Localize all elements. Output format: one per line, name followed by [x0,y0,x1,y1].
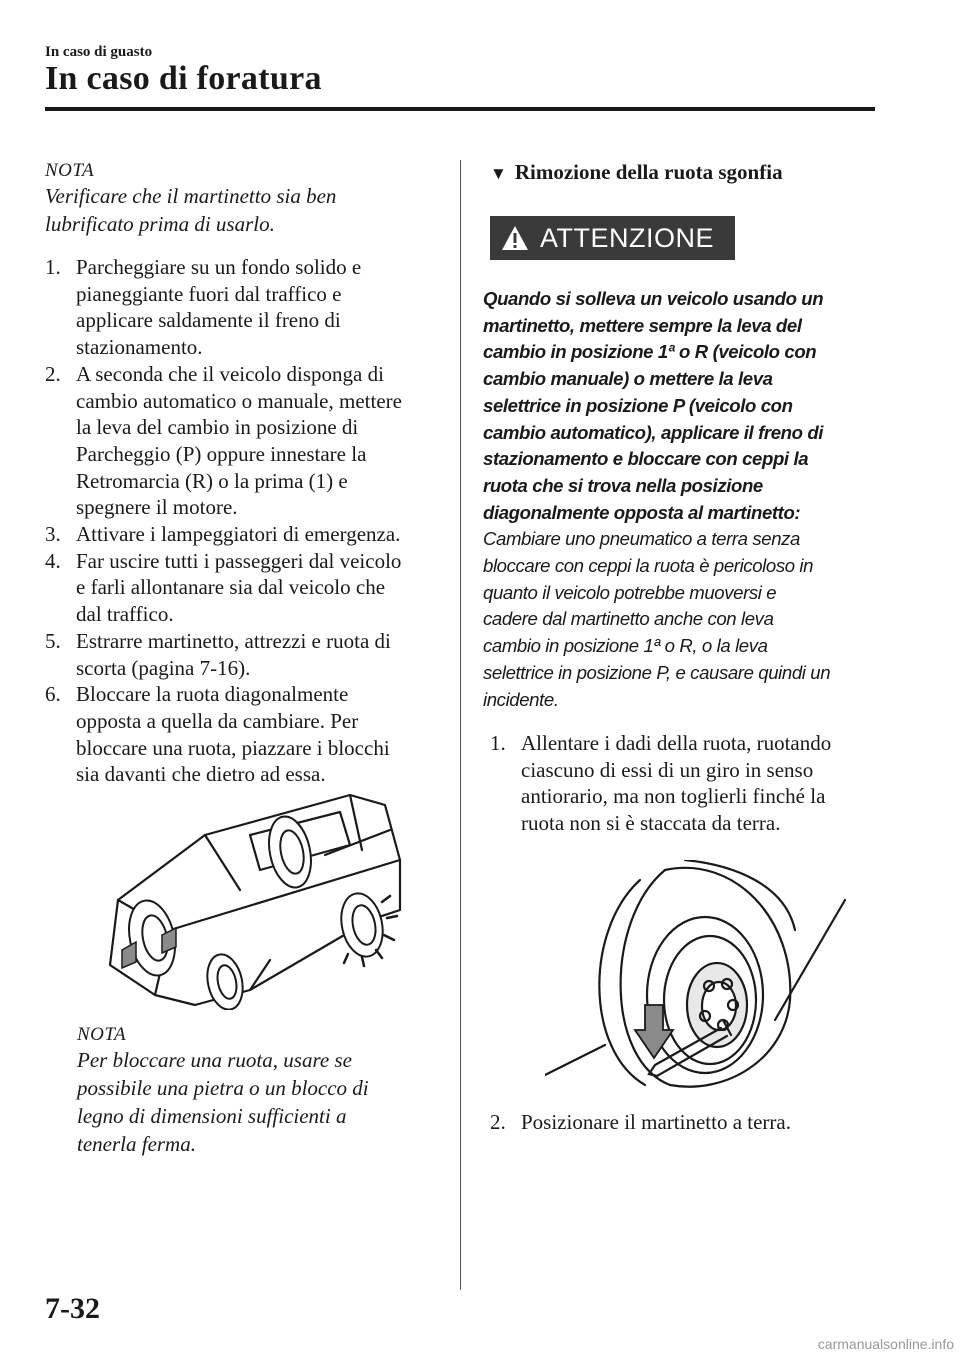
step-item [45,361,460,521]
step-line: antiorario, ma non toglierli finché la [521,784,826,809]
warning-bold-line: ruota che si trova nella posizione [483,474,763,496]
text-line: possibile una pietra o un blocco di [77,1076,369,1100]
step-number: 1. [490,731,506,755]
text-line: Verificare che il martinetto sia ben [45,184,337,208]
warning-line: bloccare con ceppi la ruota è pericoloso in [483,555,814,577]
warning-bold-line: Quando si solleva un veicolo usando un [483,288,824,309]
step-line: la leva del cambio in posizione di [76,415,359,440]
step-item [45,548,460,628]
warning-triangle-icon [500,224,530,252]
step-item [45,254,460,361]
step-line: Bloccare la ruota diagonalmente [76,682,349,707]
text-line: Per bloccare una ruota, usare se [77,1048,352,1072]
step-line: Parcheggio (P) oppure innestare la [76,441,367,466]
warning-bold-line: stazionamento e bloccare con ceppi la [483,448,809,470]
step-line: A seconda che il veicolo disponga di [76,361,384,386]
warning-line: Cambiare uno pneumatico a terra senza [483,528,800,550]
warning-line: quanto il veicolo potrebbe muoversi e [483,581,777,603]
step-line: Retromarcia (R) o la prima (1) e [76,468,348,493]
text-line: legno di dimensioni sufficienti a [77,1104,347,1128]
warning-line: selettrice in posizione P, e causare quindi un [483,661,831,683]
subsection-heading [490,160,783,185]
section-label: In caso di guasto [45,44,153,60]
warning-line: cadere dal martinetto anche con leva [483,608,774,630]
step-item [45,681,460,788]
warning-line: incidente. [483,688,559,710]
right-steps-list-2 [490,1109,890,1136]
text-line: lubrificato prima di usarlo. [45,212,275,236]
step-item [45,628,460,681]
warning-label: ATTENZIONE [540,222,715,253]
nota-1 [45,160,445,238]
step-line: Posizionare il martinetto a terra. [521,1110,791,1134]
step-number: 2. [490,1110,506,1134]
warning-bold-line: cambio in posizione 1ª o R (veicolo con [483,341,817,363]
text-line: tenerla ferma. [77,1132,196,1156]
warning-text [483,286,883,713]
column-divider [460,160,461,1290]
subsection-heading-text: Rimozione della ruota sgonfia [514,160,783,184]
nota-text [77,1046,457,1158]
step-line: bloccare una ruota, piazzare i blocchi [76,735,390,760]
step-line: ruota non si è staccata da terra. [521,811,781,836]
step-line: opposta a quella da cambiare. Per [76,708,359,733]
lug-wrench-wheel-illustration [545,860,855,1090]
step-line: stazionamento. [76,335,203,360]
step-item [45,521,460,548]
nota-2 [77,1024,457,1158]
nota-heading: NOTA [45,160,95,181]
step-number: 1. [45,255,61,279]
title-rule [45,107,875,111]
step-number: 3. [45,522,61,547]
nota-text [45,182,445,238]
step-line: ciascuno di essi di un giro in senso [521,757,814,782]
step-number: 4. [45,548,61,573]
step-line: sia davanti che dietro ad essa. [76,762,326,787]
step-item [490,730,890,837]
warning-bold-line: selettrice in posizione P (veicolo con [483,394,793,416]
nota-heading: NOTA [77,1024,127,1045]
step-number: 6. [45,682,61,707]
step-line: e farli allontanare sia dal veicolo che [76,575,386,600]
step-line: Far uscire tutti i passeggeri dal veicolo [76,548,402,573]
warning-bold-line: diagonalmente opposta al martinetto: [483,501,801,523]
step-line: scorta (pagina 7-16). [76,655,251,680]
warning-bold-line: cambio automatico), applicare il freno di [483,421,824,443]
warning-bold-line: cambio manuale) o mettere la leva [483,368,773,390]
watermark: carmanualsonline.info [817,1336,954,1352]
step-line: dal traffico. [76,602,174,627]
warning-badge [490,216,735,260]
right-steps-list-1 [490,730,890,837]
page-title: In caso di foratura [45,60,322,97]
triangle-down-icon: ▼ [490,164,507,183]
step-line: Allentare i dadi della ruota, ruotando [521,731,832,755]
page-number: 7-32 [45,1292,100,1325]
warning-line: cambio in posizione 1ª o R, o la leva [483,635,768,657]
step-line: Attivare i lampeggiatori di emergenza. [76,522,401,547]
step-line: Parcheggiare su un fondo solido e [76,255,362,279]
step-item [490,1109,890,1136]
step-line: spegnere il motore. [76,495,238,520]
warning-bold-line: martinetto, mettere sempre la leva del [483,314,802,336]
step-line: pianeggiante fuori dal traffico e [76,281,342,306]
left-steps-list [45,254,460,788]
step-line: applicare saldamente il freno di [76,308,341,333]
car-wheel-chock-illustration [100,790,420,1010]
step-line: Estrarre martinetto, attrezzi e ruota di [76,628,391,653]
step-number: 2. [45,361,61,386]
step-number: 5. [45,628,61,653]
step-line: cambio automatico o manuale, mettere [76,388,402,413]
